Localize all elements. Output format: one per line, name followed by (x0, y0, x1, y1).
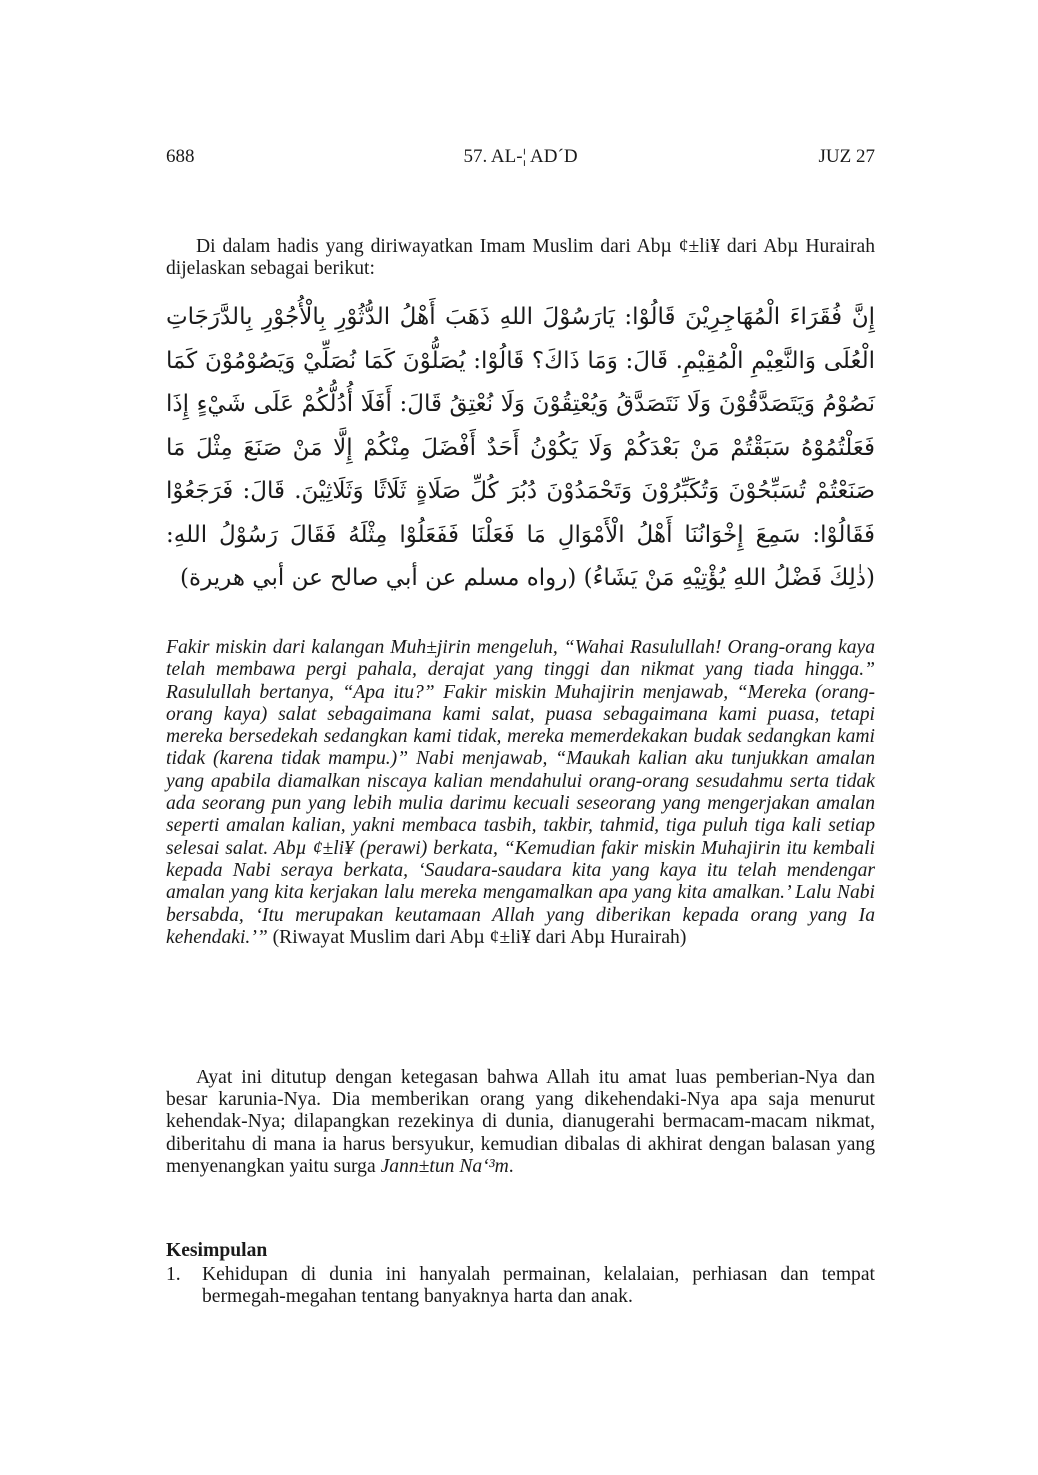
list-item-number: 1. (166, 1264, 181, 1285)
closing-end: . (508, 1155, 514, 1177)
translation-citation: (Riwayat Muslim dari Abµ ¢±li¥ dari Abµ Hurairah) (267, 926, 687, 948)
closing-text: Ayat ini ditutup dengan ketegasan bahwa Allah itu amat luas pemberian-Nya dan besar karunia-Nya. Dia memberikan orang yang dikehendaki-Nya apa saja menurut kehendak-Nya; dilapangkan rezekinya di dunia, dianugerahi bermacam-macam nikmat, diberitahu di mana ia harus bersyukur, kemudian dibalas di akhirat dengan balasan yang menyenangkan yaitu surga (166, 1067, 875, 1177)
intro-paragraph: Di dalam hadis yang diriwayatkan Imam Muslim dari Abµ ¢±li¥ dari Abµ Hurairah dijelaskan sebagai berikut: (166, 236, 875, 279)
list-item (166, 1264, 875, 1308)
closing-italic-term: Jann±tun Na‘³m (380, 1155, 509, 1177)
conclusion-list (166, 1264, 875, 1308)
section-heading-kesimpulan: Kesimpulan (166, 1240, 268, 1261)
chapter-title: 57. AL-¦ AD´D (463, 146, 578, 167)
arabic-hadith-text: إِنَّ فُقَرَاءَ الْمُهَاجِرِيْنَ قَالُوْا: يَارَسُوْلَ اللهِ ذَهَبَ أَهْلُ الدُّثُوْرِ بِالْأُجُوْرِ بِالدَّرَجَاتِ الْعُلَى وَالنَّعِيْمِ الْمُقِيْمِ. قَالَ: وَمَا ذَاكَ؟ قَالُوْا: يُصَلُّوْنَ كَمَا نُصَلِّيْ وَيَصُوْمُوْنَ كَمَا نَصُوْمُ وَيَتَصَدَّقُوْنَ وَلَا نَتَصَدَّقُ وَيُعْتِقُوْنَ وَلَا نُعْتِقُ قَالَ: أَفَلَا أُدُلُّكُمْ عَلَى شَيْءٍ إِذَا فَعَلْتُمُوْهُ سَبَقْتُمْ مَنْ بَعْدَكُمْ وَلَا يَكُوْنُ أَحَدٌ أَفْضَلَ مِنْكُمْ إِلَّا مَنْ صَنَعَ مِثْلَ مَا صَنَعْتُمْ تُسَبِّحُوْنَ وَتُكَبِّرُوْنَ وَتَحْمَدُوْنَ دُبُرَ كُلِّ صَلَاةٍ ثَلَاثًا وَثَلَاثِيْنَ. قَالَ: فَرَجَعُوْا فَقَالُوْا: سَمِعَ إِخْوَانُنَا أَهْلُ الْأَمْوَالِ مَا فَعَلْنَا فَفَعَلُوْا مِثْلَهُ فَقَالَ رَسُوْلُ اللهِ: (ذٰلِكَ فَضْلُ اللهِ يُؤْتِيْهِ مَنْ يَشَاءُ) (رواه مسلم عن أبي صالح عن أبي هريرة) (166, 304, 875, 591)
translation-text: Fakir miskin dari kalangan Muh±jirin mengeluh, “Wahai Rasulullah! Orang-orang kaya telah membawa pergi pahala, derajat yang tinggi dan nikmat yang tiada hingga.” Rasulullah bertanya, “Apa itu?” Fakir miskin Muhajirin menjawab, “Mereka (orang-orang kaya) salat sebagaimana kami salat, puasa sebagaimana kami puasa, tetapi mereka bersedekah sedangkan kami tidak, mereka memerdekakan budak sedangkan kami tidak (karena tidak mampu.)” Nabi menjawab, “Maukah kalian aku tunjukkan amalan yang apabila diamalkan niscaya kalian mendahului orang-orang sesudahmu serta tidak ada seorang pun yang lebih mulia darimu kecuali seseorang yang mengerjakan amalan seperti amalan kalian, yakni membaca tasbih, takbir, tahmid, tiga puluh tiga kali setiap selesai salat. Abµ ¢±li¥ (perawi) berkata, “Kemudian fakir miskin Muhajirin itu kembali kepada Nabi seraya berkata, ‘Saudara-saudara kita yang kaya itu telah mendengar amalan yang kita kerjakan lalu mereka mengamalkan apa yang kita amalkan.’ Lalu Nabi bersabda, ‘Itu merupakan keutamaan Allah yang diberikan kepada orang yang Ia kehendaki.’” (166, 637, 875, 948)
page-number: 688 (166, 146, 195, 167)
juz-label: JUZ 27 (818, 146, 875, 167)
closing-paragraph (166, 1067, 875, 1178)
hadith-translation (166, 637, 875, 949)
list-item-text: Kehidupan di dunia ini hanyalah permainan, kelalaian, perhiasan dan tempat bermegah-megahan tentang banyaknya harta dan anak. (202, 1264, 875, 1307)
page-header (166, 146, 875, 172)
